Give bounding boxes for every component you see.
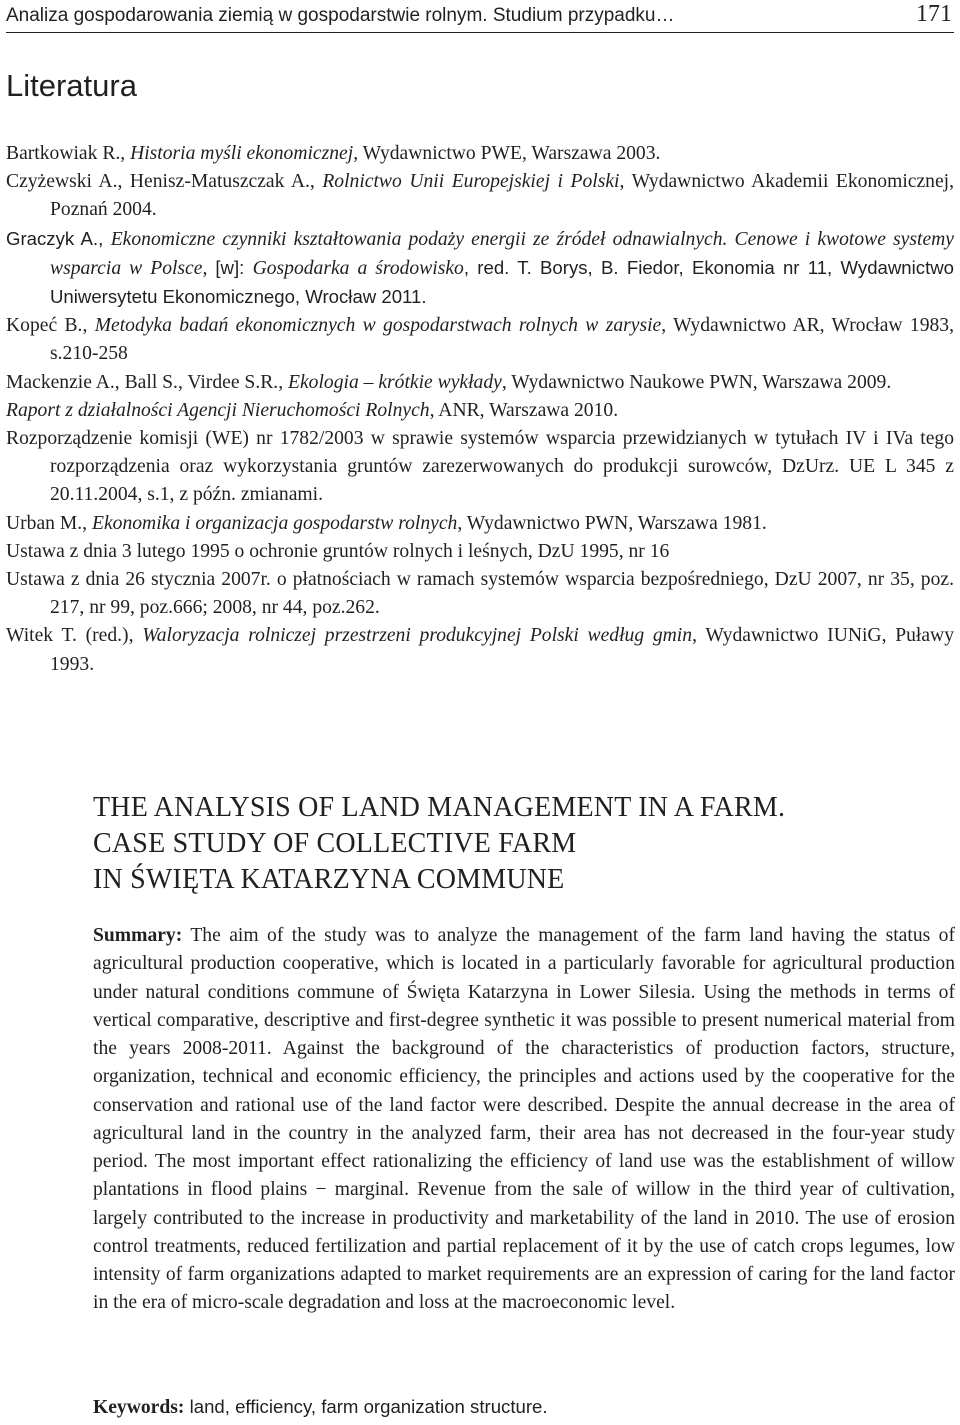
keywords-line	[93, 1393, 955, 1422]
ref-title: Raport z działalności Agencji Nieruchomości Rolnych	[6, 399, 430, 421]
ref-author: Urban M.,	[6, 512, 92, 534]
reference-item	[6, 225, 954, 313]
reference-item	[6, 369, 954, 397]
title-line: THE ANALYSIS OF LAND MANAGEMENT IN A FARM.	[93, 792, 786, 823]
ref-title: Ekonomiczne czynniki kształtowania podaży energii ze źródeł odnawialnych. Cenowe i kwotowe systemy wsparcia w Polsce,	[50, 228, 954, 279]
title-line: IN ŚWIĘTA KATARZYNA COMMUNE	[93, 864, 565, 895]
ref-text: Rozporządzenie komisji (WE) nr 1782/2003 w sprawie systemów wsparcia przewidzianych w tytułach IV i IVa tego rozporządzenia oraz wykorzystania gruntów zarezerwowanych do produkcji surowców, DzUrz. UE L 345 z 20.11.2004, s.1, z późn. zmianami.	[6, 428, 954, 506]
ref-publisher: , Wydawnictwo Akademii Ekonomicznej, Poznań 2004.	[50, 171, 954, 221]
summary-label: Summary:	[93, 925, 183, 946]
reference-item	[6, 622, 954, 678]
running-header	[6, 2, 954, 33]
ref-author: Bartkowiak R.,	[6, 143, 131, 164]
ref-text: Ustawa z dnia 3 lutego 1995 o ochronie gruntów rolnych i leśnych, DzU 1995, nr 16	[6, 540, 670, 562]
ref-title: Rolnictwo Unii Europejskiej i Polski	[322, 171, 620, 193]
ref-title: Historia myśli ekonomicznej	[130, 143, 354, 164]
reference-item	[6, 140, 954, 168]
ref-publisher: , Wydawnictwo PWE, Warszawa 2003.	[353, 143, 661, 164]
ref-title: Waloryzacja rolniczej przestrzeni produkcyjnej Polski według gmin	[142, 625, 693, 647]
ref-author: Witek T. (red.),	[6, 625, 143, 647]
literature-heading: Literatura	[6, 68, 137, 103]
ref-title: Metodyka badań ekonomicznych w gospodarstwach rolnych w zarysie	[94, 315, 662, 337]
ref-author: Kopeć B.,	[6, 315, 95, 337]
title-line: CASE STUDY OF COLLECTIVE FARM	[93, 828, 577, 859]
ref-text: Ustawa z dnia 26 stycznia 2007r. o płatnościach w ramach systemów wsparcia bezpośredniego, DzU 2007, nr 35, poz. 217, nr 99, poz.666; 2008, nr 44, poz.262.	[6, 569, 954, 619]
ref-title: Ekologia – krótkie wykłady	[288, 371, 502, 393]
summary-text: The aim of the study was to analyze the management of the farm land having the status of agricultural production cooperative, which is located in a particularly favorable for agricultural production under natural conditions commune of Święta Katarzyna in Lower Silesia. Using the methods in terms of vertical comparative, descriptive and first-degree synthetic it was possible to present numerical material from the years 2008-2011. Against the background of the characteristics of production factors, structure, organization, technical and economic efficiency, the principles and actions used by the cooperative for the conservation and rational use of the land factor were described. Despite the annual decrease in the area of agricultural land in the country in the analyzed farm, their area has not decreased in the four-year study period. The most important effect rationalizing the efficiency of land use was the establishment of willow plantations in flood plains − marginal. Revenue from the sale of willow in the third year of cultivation, largely contributed to the increase in productivity and marketability of the land in 2010. The use of erosion control treatments, reduced fertilization and partial replacement of it by the use of catch crops legumes, low intensity of farm organizations adapted to market requirements are an expression of caring for the land factor in the era of micro-scale degradation and loss at the macroeconomic level.	[93, 925, 955, 1314]
reference-list	[6, 140, 954, 679]
summary-paragraph	[93, 922, 955, 1318]
reference-item	[6, 538, 954, 566]
ref-publisher: , Wydawnictwo PWN, Warszawa 1981.	[457, 512, 767, 534]
ref-publisher: , Wydawnictwo IUNiG, Puławy 1993.	[50, 625, 954, 675]
reference-item	[6, 397, 954, 425]
keywords-label: Keywords:	[93, 1397, 185, 1418]
reference-item	[6, 510, 954, 538]
reference-item	[6, 168, 954, 224]
ref-in: [w]:	[215, 256, 253, 278]
ref-publisher: , Wydawnictwo AR, Wrocław 1983, s.210-258	[50, 315, 954, 365]
english-article-title	[93, 790, 785, 898]
ref-author: Graczyk A.,	[6, 227, 111, 249]
ref-book-title: Gospodarka a środowisko	[252, 257, 464, 279]
ref-publisher: , red. T. Borys, B. Fiedor, Ekonomia nr 11, Wydawnictwo Uniwersytetu Ekonomicznego, Wrocław 2011.	[50, 256, 955, 308]
ref-publisher: , ANR, Warszawa 2010.	[429, 399, 619, 421]
reference-item	[6, 425, 954, 510]
page-number: 171	[916, 1, 952, 27]
running-title: Analiza gospodarowania ziemią w gospodarstwie rolnym. Studium przypadku…	[6, 5, 675, 26]
keywords-text: land, efficiency, farm organization structure.	[184, 1396, 548, 1417]
reference-item	[6, 566, 954, 622]
ref-title: Ekonomika i organizacja gospodarstw rolnych	[91, 512, 458, 534]
reference-item	[6, 312, 954, 368]
ref-publisher: , Wydawnictwo Naukowe PWN, Warszawa 2009.	[501, 371, 892, 393]
ref-author: Mackenzie A., Ball S., Virdee S.R.,	[6, 371, 288, 393]
ref-author: Czyżewski A., Henisz-Matuszczak A.,	[6, 171, 323, 193]
